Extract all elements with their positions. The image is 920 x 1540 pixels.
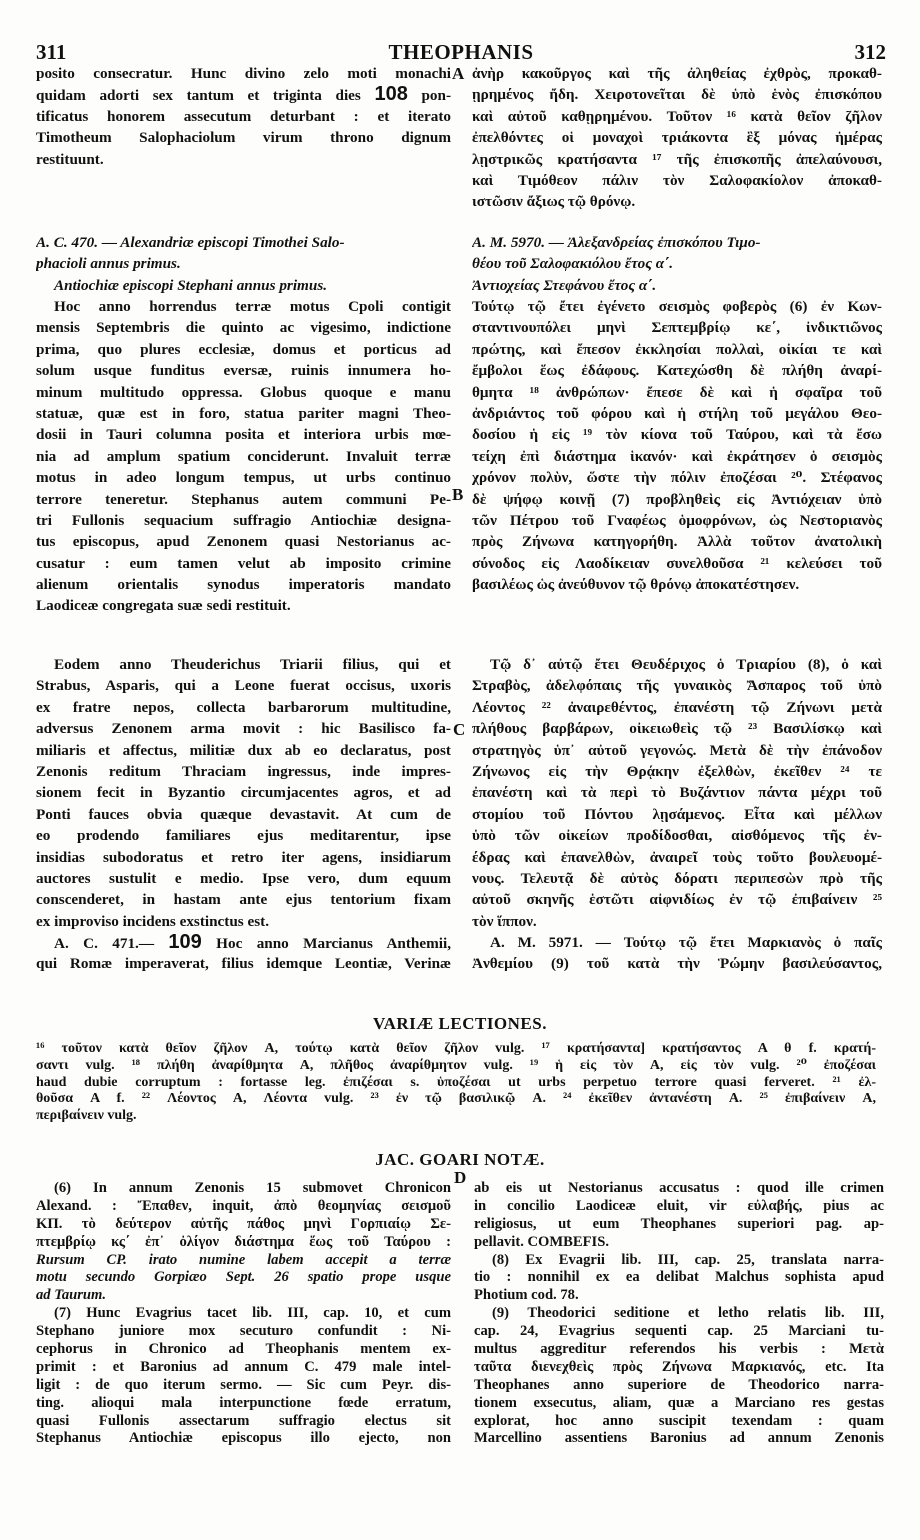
text-line: έδρας καὶ ἐπανελθὼν, ἀναιρεῖ τοὺς τοῦτο βουλευομέ- <box>472 848 882 866</box>
text-line: σύνοδος εἰς Λαοδίκειαν συνελθοῦσα ²¹ κελεύσει τοῦ <box>472 554 882 572</box>
margin-letter-b: B <box>452 485 464 504</box>
note-line: Marcellino assentiens Baronius ad annum Zenonis <box>474 1430 884 1447</box>
page-header <box>36 40 886 62</box>
text-line: Hoc anno horrendus terræ motus Cpoli contigit <box>54 298 451 315</box>
greek-column-top <box>472 63 882 213</box>
text-line: insidias subodoratus et retro iter agens, insidiarum <box>36 848 451 866</box>
latin-paragraph-theuderichus <box>36 654 451 975</box>
text-line: καὶ αὐτοῦ καθῃρημένου. Τοῦτον ¹⁶ κατὰ θεῖον ζῆλον <box>472 107 882 125</box>
margin-letter-a: A <box>452 64 465 83</box>
text-line: Ζήνωνος εἰς τὴν Θρᾴκην ἐξελθὼν, ἐκεῖθεν ²⁴ τε <box>472 762 882 780</box>
text-line: posito consecratur. Hunc divino zelo moti monachi <box>36 65 451 82</box>
note-line: religiosus, ut eum Theophanes superiori pag. ap- <box>474 1215 884 1232</box>
note-line: tionem exsecutus, aliam, quæ a Marciano res gestas <box>474 1394 884 1411</box>
text-line: θμητα ¹⁸ ἀνθρώπων· ἔπεσε δὲ καὶ ἡ σφαῖρα τοῦ <box>472 383 882 401</box>
text-line: ex improviso incidens exstinctus est. <box>36 912 270 930</box>
note-line: (6) In annum Zenonis 15 submovet Chronicon <box>54 1180 451 1196</box>
note-line: ligit : de quo iterum sermo. — Sic cum Peyr. dis- <box>36 1376 451 1393</box>
note-line: (9) Theodorici seditione et letho relatis lib. III, <box>492 1305 884 1322</box>
page-number-right: 312 <box>854 40 886 64</box>
text-line: τῶν Πέτρου τοῦ Γναφέως ὁμοφρόνων, ὡς Νεστοριανὸς <box>472 511 882 529</box>
latin-year-heading <box>36 232 451 296</box>
note-line: in concilio Laodiceæ eluit, vir εὐλαβής, pius ac <box>474 1197 884 1214</box>
note-line: ταῦτα διενεχθεὶς πρὸς Ζήνωνα Μαρκιανός, etc. Ita <box>474 1358 884 1375</box>
note-line: (8) Ex Evagrii lib. III, cap. 25, translata narra- <box>492 1251 884 1268</box>
text-line: λῃστρικῶς κρατήσαντα ¹⁷ τῆς ἐπισκοπῆς ἀπελαύνουσι, <box>472 150 882 168</box>
text-line: minum multitudo oppressa. Globus quoque e manu <box>36 383 451 401</box>
text-line: πλήθους βαρβάρων, οἰκειωθεὶς τῷ ²³ Βασιλίσκῳ καὶ <box>472 720 882 738</box>
variant-reading-line: θοῦσα A f. ²² Λέοντος A, Λέοντα vulg. ²³ ἐν τῷ βασιλικῷ A. ²⁴ ἐκεῖθεν ἀντανέστη A. ²⁵ ἐπιβαίνειν A, <box>36 1091 876 1107</box>
text-line: σταντινουπόλει μηνὶ Σεπτεμβρίῳ κε΄, ἰνδικτιῶνος <box>472 319 882 337</box>
text-line: cusatur : eum tamen velut ab imposito crimine <box>36 554 451 572</box>
text-line: χρόνον πολὺν, ὥστε τὴν πόλιν ἐποζέσαι ²⁰. Στέφανος <box>472 469 882 487</box>
text-line: δὲ ψήφῳ κοινῇ (7) προβληθεὶς εἰς Ἀντιόχειαν ὑπὸ <box>472 490 882 508</box>
text-line: Timotheum Salophaciolum virum throno dignum <box>36 129 451 147</box>
note-line: Alexand. : Ἔπαθεν, inquit, ἀπὸ θεομηνίας σεισμοῦ <box>36 1197 451 1214</box>
greek-paragraph-theuderichus <box>472 654 882 975</box>
text-line: Zenonis reditum Thraciam ingressus, inde impres- <box>36 762 451 780</box>
text-line: tri Fullonis sequacium suffragio Antiochiæ designa- <box>36 511 451 529</box>
text-line: nia ad amplum spatium conciderunt. Invaluit terræ <box>36 447 451 465</box>
text-line: δοσίου ἡ εἰς ¹⁹ τὸν κίονα τοῦ Ταύρου, καὶ τὰ ἔσω <box>472 426 882 444</box>
note-line: cephorus in Chronico ad Theophanis mentem ex- <box>36 1341 451 1358</box>
note-line: ting. alioqui mala interpunctione fœde erratum, <box>36 1394 451 1411</box>
text-line: tus episcopus, apud Zenonem quasi Nestorianus ac- <box>36 533 451 551</box>
note-line: primit : et Baronius ad annum C. 479 male intel- <box>36 1358 451 1375</box>
note-line: motu secundo Gorpiæo Sept. 26 spatio prope usque <box>36 1269 451 1286</box>
text-line: solum usque funditus eversæ, ruinis innumera ho- <box>36 362 451 380</box>
text-line: alienum orientalis synodus imperatoris mandato <box>36 576 451 594</box>
latin-column-top <box>36 63 451 170</box>
note-line: multus aggreditur referendos his verbis : Μετὰ <box>474 1341 884 1358</box>
text-line: Strabus, Asparis, qui a Leone fuerat occisus, uxoris <box>36 677 451 695</box>
text-line: ex fratre nepos, collecta barbarorum multitudine, <box>36 698 451 716</box>
text-line: πρώτης, καὶ ἔπεσον ἐκκλησίαι πολλαὶ, οἰκίαι τε καὶ <box>472 340 882 358</box>
note-line: cap. 24, Evagrius sequenti cap. 25 Marciani tu- <box>474 1323 884 1340</box>
note-line: explorat, hoc anno suscipit texendam : quam <box>474 1412 884 1429</box>
variant-reading-line: ¹⁶ τοῦτον κατὰ θεῖον ζῆλον A, τούτῳ κατὰ θεῖον ζῆλον vulg. ¹⁷ κρατήσαντα] κρατήσαντος A θ f. κρατή- <box>36 1041 876 1056</box>
note-line: ab eis ut Nestorianus accusatus : quod ille crimen <box>474 1180 884 1196</box>
text-line: τείχη ἐπὶ διάστημα ἱκανόν· καὶ ἐκράτησεν ὁ σεισμὸς <box>472 447 882 465</box>
text-line: dosii in Tauri columna posita et interiora urbis mœ- <box>36 426 451 444</box>
text-line: Eodem anno Theuderichus Triarii filius, qui et <box>54 656 451 673</box>
text-line: tificatus honorem assecutum deturbant : et iterato <box>36 107 451 125</box>
text-line: ἐπανέστη καὶ τὰ περὶ τὸ Βυζάντιον πάντα μέχρι τοῦ <box>472 784 882 802</box>
text-line: Τῷ δ᾽ αὐτῷ ἔτει Θευδέριχος ὁ Τριαρίου (8), ὁ καὶ <box>490 656 882 673</box>
year-heading: A. M. 5970. — Ἀλεξανδρείας ἐπισκόπου Τιμο- <box>472 234 761 251</box>
text-line: conscenderet, in hastam ante ejus tentorium fixam <box>36 891 451 909</box>
variant-reading-line: περιβαίνειν vulg. <box>36 1108 137 1124</box>
greek-paragraph-earthquake <box>472 296 882 595</box>
year-heading: A. C. 470. — Alexandriæ episcopi Timothei Salo- <box>36 234 345 251</box>
text-line: restituunt. <box>36 150 104 168</box>
margin-letter-d: D <box>454 1168 467 1187</box>
text-line: A. C. 471.— 109 Hoc anno Marcianus Anthemii, <box>54 932 451 954</box>
text-line: βασιλέως ὡς ἀνεύθυνον τῷ θρόνῳ ἀποκατέστησεν. <box>472 576 800 594</box>
text-line: mensis Septembris die quinto ac vigesimo, indictione <box>36 319 451 337</box>
text-line: πρὸς Ζήνωνα κατηγορήθη. Ἀλλὰ τοῦτον ἀνατολικὴ <box>472 533 882 551</box>
text-line: Στραβὸς, ἀδελφόπαις τῆς γυναικὸς Ἄσπαρος τοῦ ὑπὸ <box>472 677 882 695</box>
text-line: Ponti fauces obvia quæque devastavit. At cum de <box>36 805 451 823</box>
text-line: quidam adorti sex tantum et triginta dies 108 pon- <box>36 84 451 106</box>
text-line: qui Romæ imperaverat, filius idemque Leontiæ, Verinæ <box>36 955 451 973</box>
text-line: eo prodendo familiares ejus meditarentur, ipse <box>36 827 451 845</box>
text-line: terrore teneretur. Stephanus autem communi Pe- <box>36 490 451 508</box>
note-line: (7) Hunc Evagrius tacet lib. III, cap. 10, et cum <box>54 1305 451 1322</box>
year-heading: θέου τοῦ Σαλοφακιόλου ἔτος α΄. <box>472 255 674 273</box>
text-line: adversus Zenonem arma movit : hic Basilisco fa- <box>36 720 451 738</box>
year-heading: Ἀντιοχείας Στεφάνου ἔτος α΄. <box>472 276 657 294</box>
latin-paragraph-earthquake <box>36 296 451 617</box>
note-line: πτεμβρίῳ κς΄ ἐπ᾽ ὀλίγον διάστημα ἕως τοῦ Ταύρου : <box>36 1233 451 1250</box>
variae-lectiones-title: VARIÆ LECTIONES. <box>373 1014 547 1033</box>
text-line: στρατηγὸς ὑπ᾽ αὐτοῦ γεγονώς. Μετὰ δὲ τὴν ἐπάνοδον <box>472 741 882 759</box>
greek-year-heading <box>472 232 882 296</box>
text-line: ιστῶσιν ἄξιως τῷ θρόνῳ. <box>472 193 636 211</box>
note-line: quasi Fullonis assectarum suffragio electus sit <box>36 1412 451 1429</box>
text-line: motus in adeo longum tempus, ut urbs continuo <box>36 469 451 487</box>
text-line: ἔμβολοι ἕως ἐδάφους. Κατεχώσθη δὲ πλήθη ἀναρί- <box>472 362 882 380</box>
note-line: Stephano juniore mox secuturo confundit : Ni- <box>36 1323 451 1340</box>
section-number: 109 <box>168 932 202 954</box>
note-line: Theophanes anno superiore de Theodorico narra- <box>474 1376 884 1393</box>
text-line: ἐπελθόντες οἱ μοναχοὶ τριάκοντα ἓξ μόνας ἡμέρας <box>472 129 882 147</box>
text-line: καὶ Τιμόθεον πάλιν τὸν Σαλοφακίολον ἀποκαθ- <box>472 171 882 189</box>
text-line: statuæ, quæ est in foro, statua pariter magni Theo- <box>36 404 451 422</box>
variant-reading-line: haud dubie corruptum : fortasse leg. ἐπιζέσαι s. ὑποζέσαι ut urbs perpetuo terrore quasi ferveret. ²¹ ἐλ- <box>36 1074 876 1090</box>
running-title: THEOPHANIS <box>388 40 534 64</box>
text-line: Ἀνθεμίου (9) τοῦ κατὰ τὴν Ῥώμην βασιλεύσαντος, <box>472 955 882 973</box>
note-line: tio : nonnihil ex ea delibat Malchus sophista apud <box>474 1269 884 1286</box>
note-line: Rursum CP. irato numine labem accepit a terræ <box>36 1251 451 1268</box>
text-line: Λέοντος ²² ἀναιρεθέντος, ἐπανέστη τῷ Ζήνωνι μετὰ <box>472 698 882 716</box>
note-line: Photium cod. 78. <box>474 1287 579 1304</box>
note-line: Stephanus Antiochiæ episcopus illo ejecto, non <box>36 1430 451 1447</box>
text-line: Laodiceæ congregata suæ sedi restituit. <box>36 597 291 615</box>
text-line: ἀνδριάντος τοῦ φόρου καὶ ἡ στήλη τοῦ μεγάλου Θεο- <box>472 404 882 422</box>
text-line: auctores sustulit e medio. Ipse vero, dum equum <box>36 869 451 887</box>
notes-right-column <box>474 1180 884 1448</box>
note-line: pellavit. COMBEFIS. <box>474 1233 609 1250</box>
text-line: Τούτῳ τῷ ἔτει ἐγένετο σεισμὸς φοβερὸς (6) ἐν Κων- <box>472 298 882 315</box>
text-line: στομίου τοῦ Πόντου λῃσάμενος. Εἶτα καὶ μέλλων <box>472 805 882 823</box>
note-line: ΚΠ. τὸ δεύτερον αὐτῆς πάθος μηνὶ Γορπιαίῳ Σε- <box>36 1215 451 1232</box>
section-number: 108 <box>374 84 408 106</box>
notes-left-column <box>36 1180 451 1448</box>
year-heading: phacioli annus primus. <box>36 255 181 273</box>
text-line: νους. Τελευτᾷ δὲ αὐτὸς δόρατι περιπεσὼν πρὸ τῆς <box>472 869 882 887</box>
text-line: αὐτοῦ σκηνῆς ἑστῶτι αἰφνιδίως ἐν τῷ ἐπιβαίνειν ²⁵ <box>472 891 882 909</box>
text-line: ὑπὸ τῶν οἰκείων προδίδοσθαι, αἰσθόμενος τῆς ἐν- <box>472 827 882 845</box>
text-line: A. M. 5971. — Τούτῳ τῷ ἔτει Μαρκιανὸς ὁ παῖς <box>490 934 882 952</box>
page-number-left: 311 <box>36 40 67 64</box>
text-line: prima, quo plures ecclesiæ, domus et porticus ad <box>36 340 451 358</box>
text-line: sionem fecit in Byzantio circumjacentes agros, et ad <box>36 784 451 802</box>
text-line: ῃρημένος ἤδη. Χειροτονεῖται δὲ ὑπὸ ἑνὸς ἐπισκόπου <box>472 86 882 104</box>
note-line: ad Taurum. <box>36 1287 107 1304</box>
margin-letter-c: C <box>453 720 466 739</box>
text-line: miliaris et affectus, militiæ dux ab eo declaratus, post <box>36 741 451 759</box>
variant-reading-line: σαντι vulg. ¹⁸ πλήθη ἀναρίθμητα A, πλῆθος ἀναρίθμητον vulg. ¹⁹ ἡ εἰς τὸν A, εἰς τὸν vulg. ²⁰ ἐποζέσαι <box>36 1057 876 1073</box>
text-line: ἀνὴρ κακοῦργος καὶ τῆς ἀληθείας ἐχθρὸς, προκαθ- <box>472 65 882 82</box>
text-line: τὸν ἵππον. <box>472 912 537 930</box>
notae-title: JAC. GOARI NOTÆ. <box>375 1150 545 1169</box>
year-heading: Antiochiæ episcopi Stephani annus primus. <box>54 276 328 294</box>
variae-lectiones <box>36 1041 876 1125</box>
